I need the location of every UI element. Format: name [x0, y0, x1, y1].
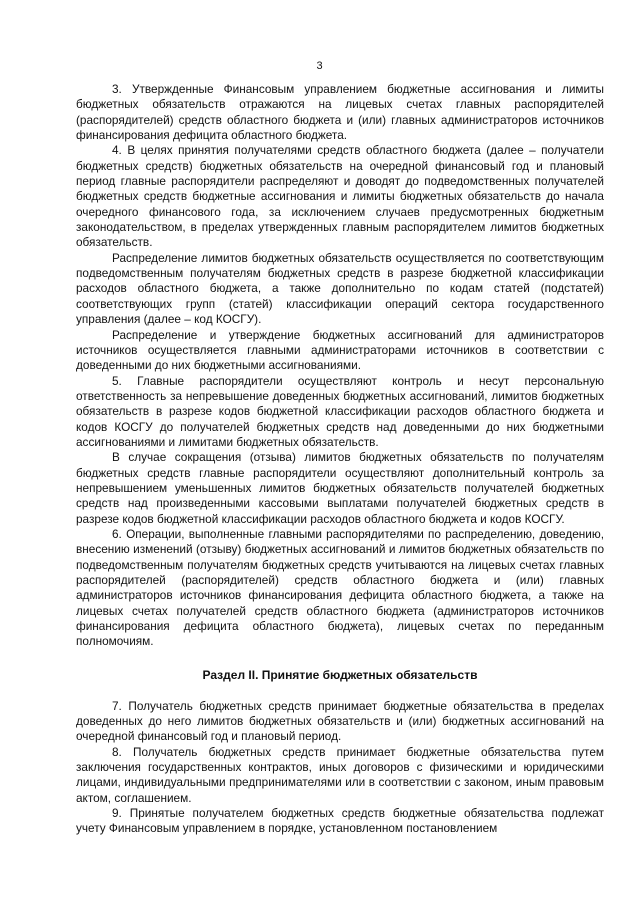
paragraph-8: 8. Получатель бюджетных средств принимает бюджетные обязательства путем заключения государственных контрактов, иных договоров с физическими и юридическими лицами, индивидуальными предпринимателями или в соответствии с законом, иным правовым актом, соглашением.: [76, 744, 604, 805]
section-heading: Раздел II. Принятие бюджетных обязательств: [202, 667, 478, 682]
paragraph-4: 4. В целях принятия получателями средств областного бюджета (далее – получатели бюджетных средств) бюджетных обязательств на очередной финансовый год и плановый период главные распорядители распределяют и доводят до подведомственных получателей бюджетных средств бюджетные ассигнования и лимиты бюджетных обязательств до начала очередного финансового года, за исключением случаев предусмотренных бюджетным законодательством, в пределах утвержденных главным распорядителем лимитов бюджетных обязательств.: [76, 143, 604, 250]
paragraph-6: 6. Операции, выполненные главными распорядителями по распределению, доведению, внесению изменений (отзыву) бюджетных ассигнований и лимитов бюджетных обязательств по подведомственным получателям бюджетных средств учитываются на лицевых счетах главных распорядителей (распорядителей) средств областного бюджета и (или) главных администраторов источников финансирования дефицита областного бюджета, а также на лицевых счетах получателей средств областного бюджета (администраторов источников финансирования дефицита областного бюджета), лицевых счетах по переданным полномочиям.: [76, 526, 604, 649]
document-body: [76, 82, 604, 837]
paragraph-7: 7. Получатель бюджетных средств принимает бюджетные обязательства в пределах доведенных до него лимитов бюджетных обязательств и (или) бюджетных ассигнований на очередной финансовый год и плановый период.: [76, 698, 604, 744]
paragraph-4-limits-distribution: Распределение лимитов бюджетных обязательств осуществляется по соответствующим подведомственным получателям бюджетных средств в разрезе бюджетной классификации расходов областного бюджета, а также дополнительно по кодам статей (подстатей) соответствующих групп (статей) классификации операций сектора государственного управления (далее – код КОСГУ).: [76, 250, 604, 327]
paragraph-3: 3. Утвержденные Финансовым управлением бюджетные ассигнования и лимиты бюджетных обязательств отражаются на лицевых счетах главных распорядителей (распорядителей) средств областного бюджета и (или) главных администраторов источников финансирования дефицита областного бюджета.: [76, 82, 604, 143]
paragraph-5: 5. Главные распорядители осуществляют контроль и несут персональную ответственность за непревышение доведенных бюджетных ассигнований, лимитов бюджетных обязательств в разрезе кодов бюджетной классификации расходов областного бюджета и кодов КОСГУ до получателей бюджетных средств над доведенными до них бюджетными ассигнованиями и лимитами бюджетных обязательств.: [76, 373, 604, 449]
paragraph-5-limits-reduction: В случае сокращения (отзыва) лимитов бюджетных обязательств по получателям бюджетных средств главные распорядители осуществляют дополнительный контроль за непревышением уменьшенных лимитов бюджетных обязательств получателей бюджетных средств над произведенными кассовыми выплатами получателей бюджетных средств в разрезе кодов бюджетной классификации расходов областного бюджета и кодов КОСГУ.: [76, 450, 604, 526]
page-number: 3: [316, 60, 323, 72]
paragraph-9: 9. Принятые получателем бюджетных средств бюджетные обязательства подлежат учету Финансовым управлением в порядке, установленном постановлением: [76, 806, 604, 836]
paragraph-4-sources-distribution: Распределение и утверждение бюджетных ассигнований для администраторов источников осуществляется главными администраторами источников в соответствии с доведенными до них бюджетными ассигнованиями.: [76, 327, 604, 373]
